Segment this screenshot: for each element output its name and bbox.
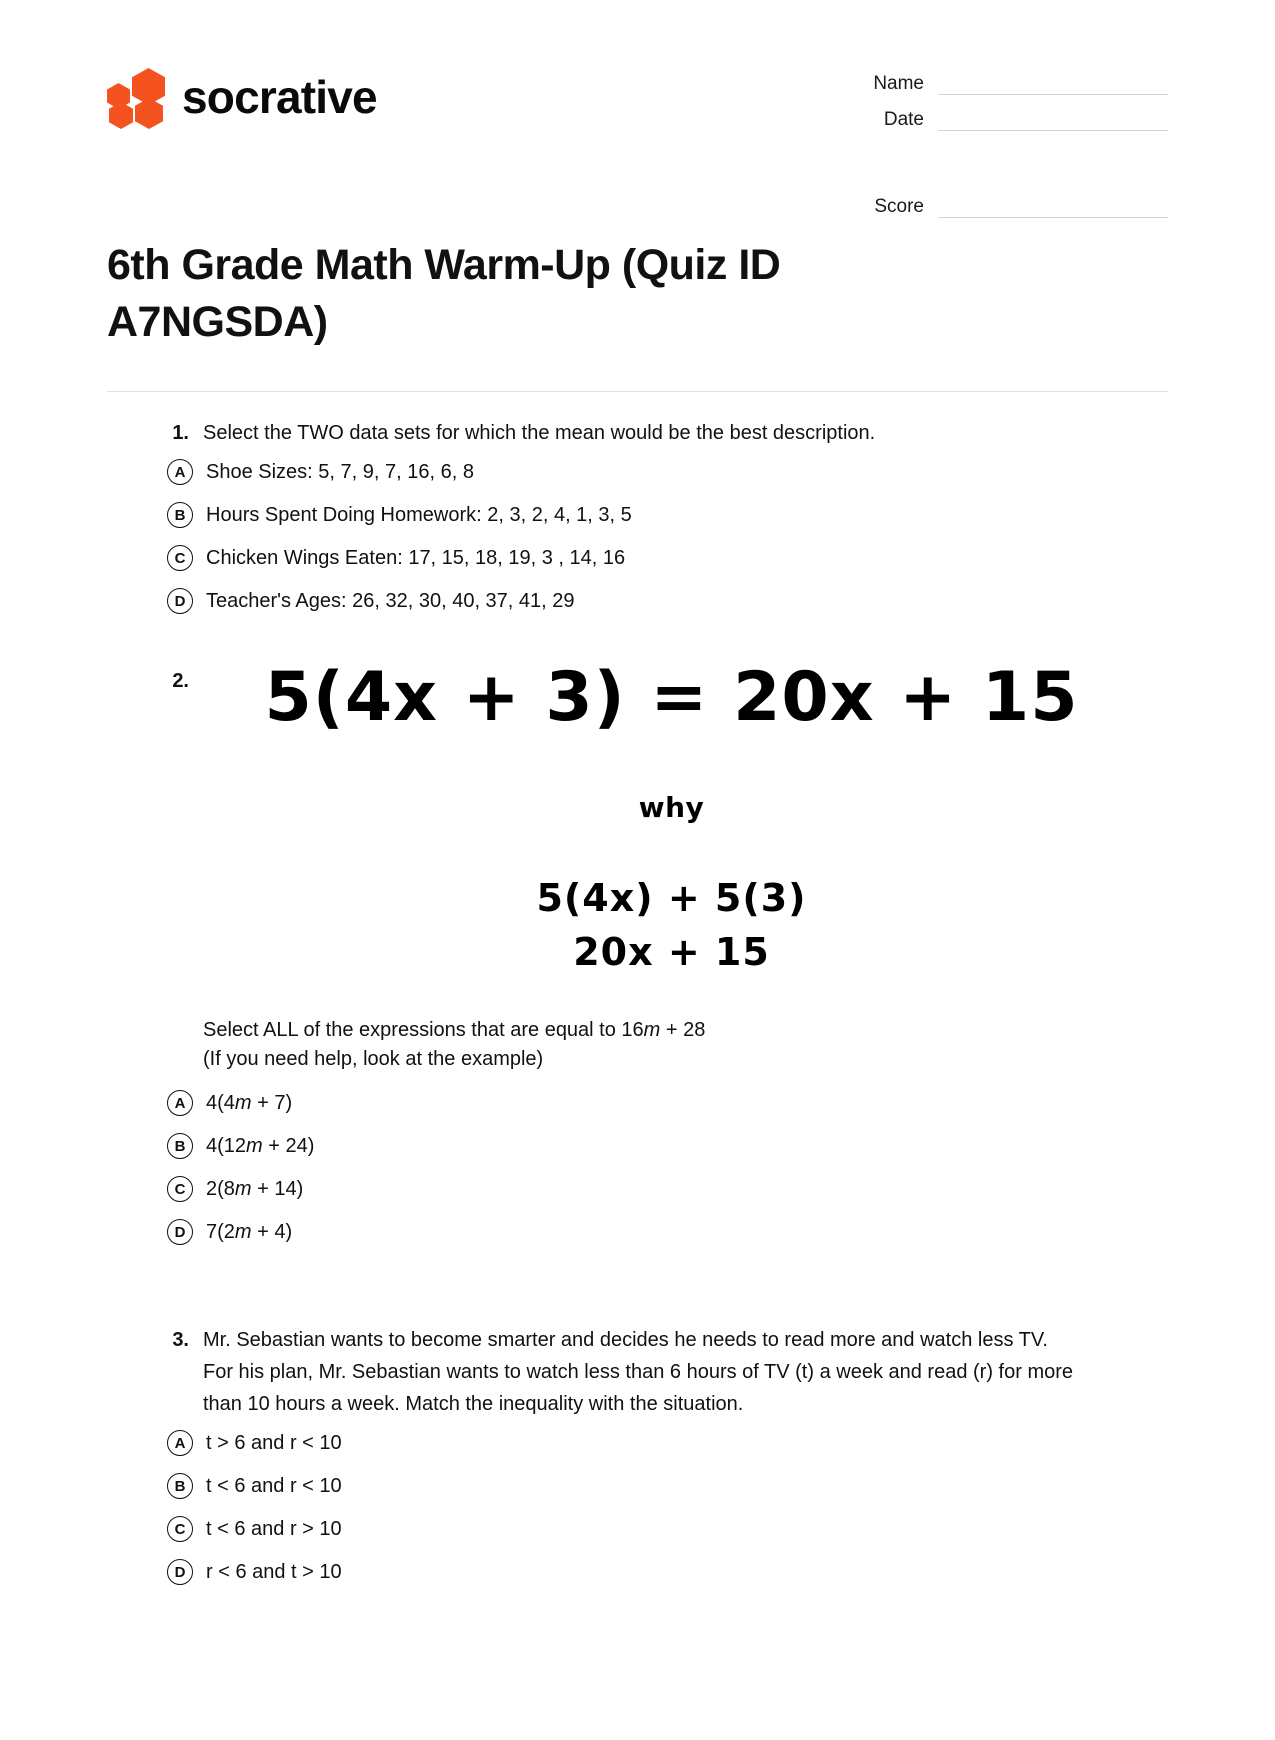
choice-3c[interactable] [167,1514,1168,1544]
question-1-choices [167,457,1168,616]
question-1 [167,418,1168,617]
question-1-number: 1. [167,418,189,450]
math-why-label: why [195,791,1148,824]
choice-label: Chicken Wings Eaten: 17, 15, 18, 19, 3 , 14, 16 [206,543,625,573]
expr-after: + 24) [263,1135,315,1157]
page-bottom-spacer [167,1600,1168,1740]
prompt-text-before: Select ALL of the expressions that are equal to 16 [203,1019,644,1041]
choice-bubble[interactable]: B [167,1133,193,1159]
question-2-prompt [167,1016,1083,1074]
name-label: Name [873,74,924,95]
expr-before: 4(12 [206,1135,246,1157]
question-3-number: 3. [167,1325,189,1357]
question-2-figure-row [167,662,1168,974]
expr-variable: m [235,1178,252,1200]
choice-label [206,1174,303,1204]
prompt-variable: m [644,1019,661,1041]
choice-2c[interactable] [167,1174,1168,1204]
choice-2a[interactable] [167,1088,1168,1118]
choice-bubble[interactable]: D [167,1219,193,1245]
choice-2b[interactable] [167,1131,1168,1161]
choice-1b[interactable] [167,500,1168,530]
choice-label: t < 6 and r > 10 [206,1514,342,1544]
expr-variable: m [235,1092,252,1114]
choice-1d[interactable] [167,586,1168,616]
expr-before: 2(8 [206,1178,235,1200]
socrative-logo [107,58,377,126]
choice-bubble[interactable]: B [167,1473,193,1499]
name-input-line[interactable] [938,74,1168,95]
choice-bubble[interactable]: A [167,459,193,485]
question-2-math-figure [195,662,1168,974]
expr-variable: m [235,1221,252,1243]
question-1-prompt: Select the TWO data sets for which the mean would be the best description. [203,418,875,450]
choice-2d[interactable] [167,1217,1168,1247]
question-2-prompt-line-2: (If you need help, look at the example) [203,1048,543,1070]
choice-label: Hours Spent Doing Homework: 2, 3, 2, 4, 1, 3, 5 [206,500,632,530]
hexagon-icon-medium-bottom-right [135,98,163,129]
questions-container [107,392,1168,1740]
prompt-text-after: + 28 [660,1019,705,1041]
question-1-head [167,418,1168,450]
date-field-row [838,110,1168,131]
question-2-prompt-line-1 [203,1019,705,1041]
question-3-choices [167,1428,1168,1587]
expr-before: 7(2 [206,1221,235,1243]
choice-3a[interactable] [167,1428,1168,1458]
choice-label [206,1217,292,1247]
choice-bubble[interactable]: C [167,545,193,571]
question-2-number: 2. [167,662,189,693]
choice-3d[interactable] [167,1557,1168,1587]
student-info-fields [838,58,1168,233]
choice-1c[interactable] [167,543,1168,573]
math-step-2: 20x + 15 [195,930,1148,974]
page-header [107,0,1168,233]
name-field-row [838,74,1168,95]
choice-bubble[interactable]: D [167,1559,193,1585]
math-main-equation: 5(4x + 3) = 20x + 15 [195,662,1148,733]
title-block [107,233,1168,351]
score-input-line[interactable] [938,197,1168,218]
hexagon-icon-small-bottom-left [109,102,133,129]
choice-bubble[interactable]: A [167,1430,193,1456]
expr-after: + 14) [252,1178,304,1200]
score-field-row [838,197,1168,218]
choice-1a[interactable] [167,457,1168,487]
expr-after: + 4) [252,1221,293,1243]
choice-bubble[interactable]: B [167,502,193,528]
choice-label: Teacher's Ages: 26, 32, 30, 40, 37, 41, 29 [206,586,575,616]
choice-bubble[interactable]: C [167,1516,193,1542]
choice-label: t < 6 and r < 10 [206,1471,342,1501]
choice-label: t > 6 and r < 10 [206,1428,342,1458]
score-label: Score [874,197,924,218]
date-input-line[interactable] [938,110,1168,131]
choice-label: Shoe Sizes: 5, 7, 9, 7, 16, 6, 8 [206,457,474,487]
choice-3b[interactable] [167,1471,1168,1501]
socrative-hexagon-icon [107,68,165,126]
question-2 [167,662,1168,1247]
choice-label [206,1131,314,1161]
question-3-head [167,1325,1168,1420]
choice-bubble[interactable]: D [167,588,193,614]
choice-label [206,1088,292,1118]
choice-bubble[interactable]: A [167,1090,193,1116]
question-3 [167,1325,1168,1587]
page-title: 6th Grade Math Warm-Up (Quiz ID A7NGSDA) [107,233,847,351]
expr-after: + 7) [252,1092,293,1114]
date-label: Date [884,110,924,131]
math-step-1: 5(4x) + 5(3) [195,876,1148,920]
question-2-choices [167,1088,1168,1247]
choice-label: r < 6 and t > 10 [206,1557,342,1587]
brand-wordmark: socrative [182,74,377,120]
expr-variable: m [246,1135,263,1157]
choice-bubble[interactable]: C [167,1176,193,1202]
question-3-prompt: Mr. Sebastian wants to become smarter and decides he needs to read more and watch less TV. For his plan, Mr. Sebastian wants to watch less than 6 hours of TV (t) a week and read (r) for more than 10 hours a week. Match the inequality with the situation. [203,1325,1083,1420]
expr-before: 4(4 [206,1092,235,1114]
